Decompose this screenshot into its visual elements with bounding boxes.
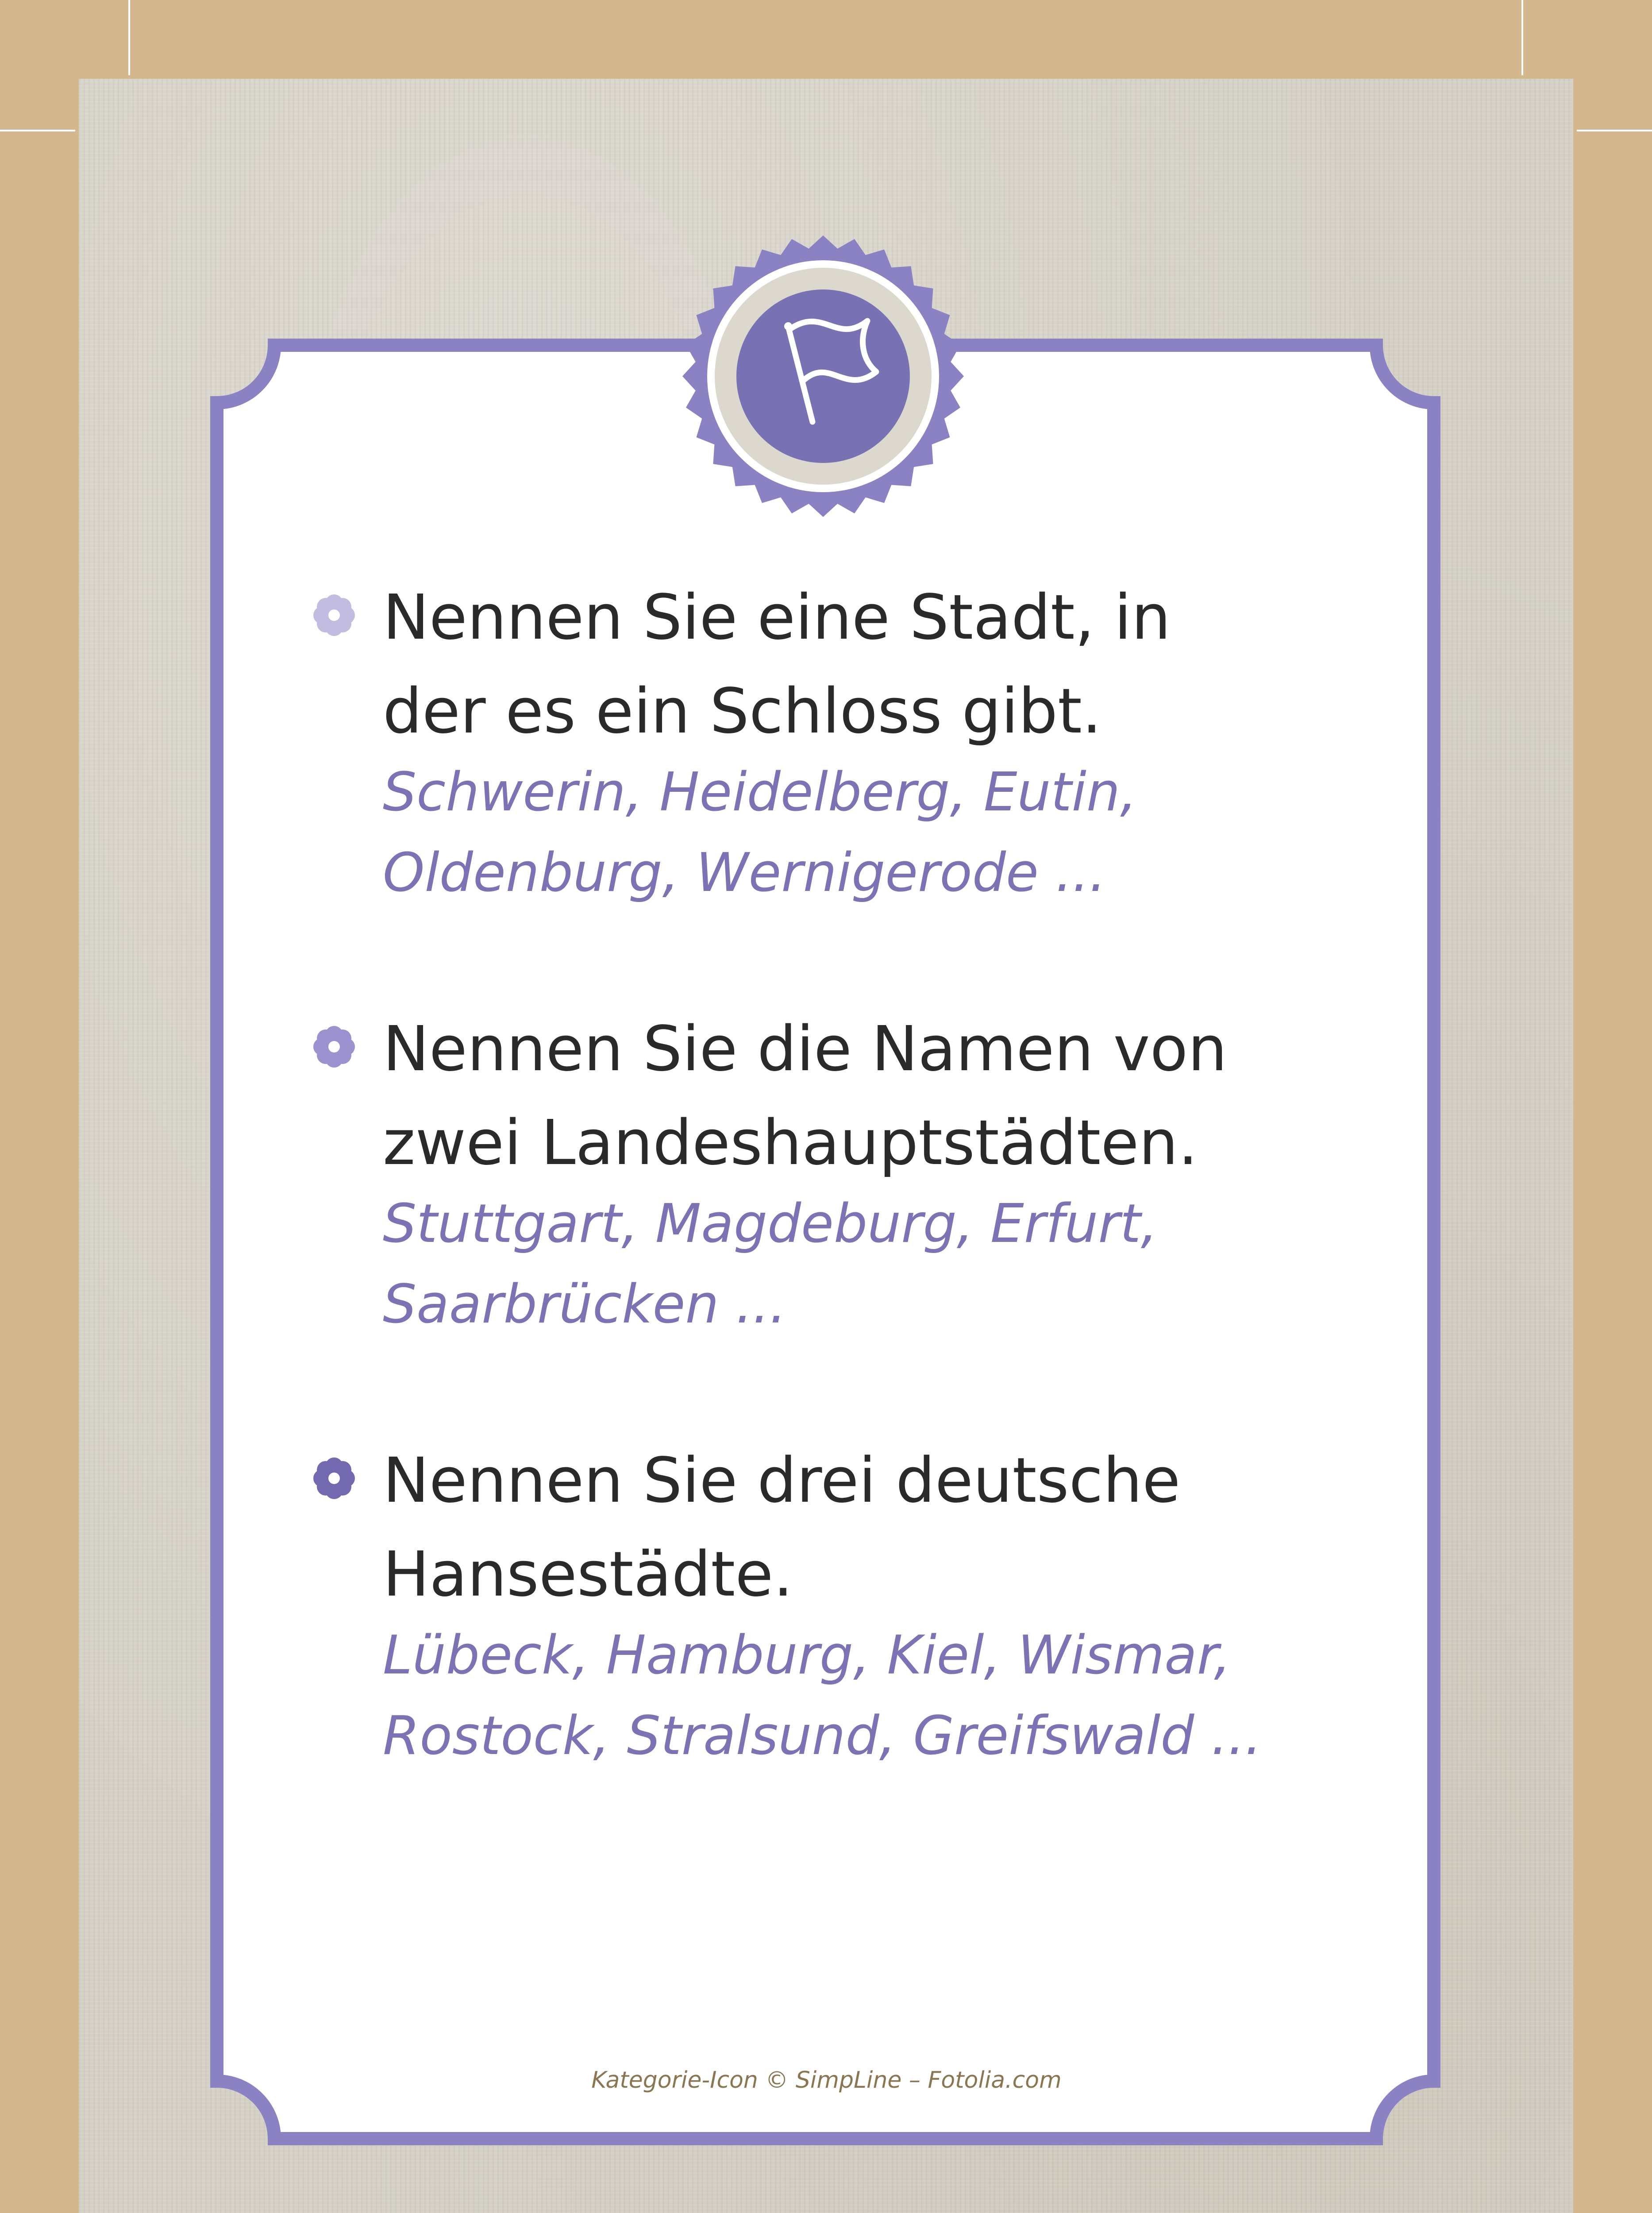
- category-badge: [677, 230, 969, 522]
- answer-text: Schwerin, Heidelberg, Eutin, Oldenburg, Wernigerode ...: [383, 762, 1137, 904]
- answer-text: Lübeck, Hamburg, Kiel, Wismar, Rostock, Stralsund, Greifswald ...: [383, 1625, 1262, 1767]
- question-text: Nennen Sie drei deutsche Hansestädte.: [383, 1445, 1181, 1611]
- flower-icon: [310, 1022, 358, 1071]
- answer-text: Stuttgart, Magdeburg, Erfurt, Saarbrücken ...: [383, 1193, 1158, 1335]
- flower-icon: [310, 591, 358, 640]
- question-text: Nennen Sie die Namen von zwei Landeshauptstädten.: [383, 1013, 1227, 1179]
- question-text: Nennen Sie eine Stadt, in der es ein Schloss gibt.: [383, 582, 1171, 748]
- flower-icon: [310, 1454, 358, 1503]
- image-credit: Kategorie-Icon © SimpLine – Fotolia.com: [591, 2067, 1062, 2093]
